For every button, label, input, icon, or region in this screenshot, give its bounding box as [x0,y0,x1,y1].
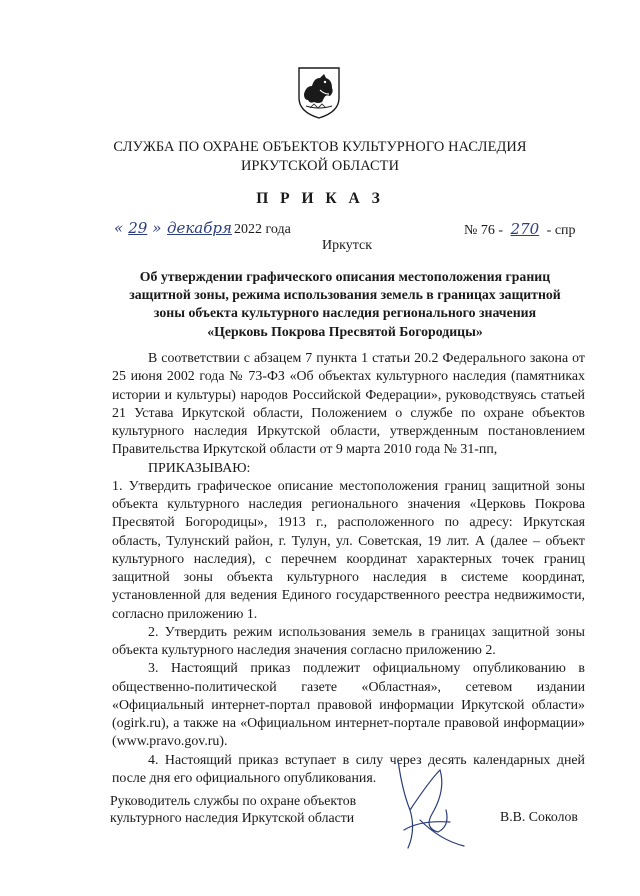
order-word: ПРИКАЗЫВАЮ: [148,460,251,476]
order-date [114,219,291,238]
item-4-paragraph: 4. Настоящий приказ вступает в силу через десять календарных дней после дня его официального опубликования. [112,752,585,786]
signer-position-line1: Руководитель службы по охране объектов [110,793,357,808]
item-2-paragraph: 2. Утвердить режим использования земель в границах защитной зоны объекта культурного наследия значения согласно приложению 2. [112,624,585,658]
number-suffix: - спр [546,223,576,238]
signer-name: В.В. Соколов [500,809,578,824]
title-line-1: Об утверждении графического описания местоположения границ [139,269,551,284]
coat-of-arms-emblem [296,64,342,120]
org-name-line2: ИРКУТСКОЙ ОБЛАСТИ [240,158,400,174]
handwritten-signature [380,750,470,855]
date-close-quote: » [152,219,162,237]
item-3-paragraph: 3. Настоящий приказ подлежит официальному опубликованию в общественно-политической газете «Областная», сетевом издании «Официальный интернет-портал правовой информации Иркутской области» (ogirk.ru), а также на «Официальном интернет-портале правовой информации» (www.pravo.gov.ru). [112,661,585,750]
date-day: 29 [128,219,148,237]
item-1-paragraph: 1. Утвердить графическое описание местоположения границ защитной зоны объекта культурного наследия регионального значения «Церковь Покрова Пресвятой Богородицы», 1913 г., расположенного по адресу: Иркутская область, Тулунский район, г. Тулун, ул. Советская, 19 лит. А (далее – объект культурного наследия), с перечнем координат характерных точек границ защитной зоны объекта культурного наследия в системе координат, установленной для ведения Единого государственного реестра недвижимости, согласно приложению 1. [112,478,585,622]
title-line-3: зоны объекта культурного наследия регионального значения [153,305,537,321]
preamble-paragraph: В соответствии с абзацем 7 пункта 1 статьи 20.2 Федерального закона от 25 июня 2002 года № 73-ФЗ «Об объектах культурного наследия (памятниках истории и культуры) народов Российской Федерации», руководствуясь статьей 21 Устава Иркутской области, Положением о службе по охране объектов культурного наследия Иркутской области, утвержденным постановлением Правительства Иркутской области от 9 марта 2010 года № 31-пп, [112,351,585,458]
order-title [100,268,590,341]
org-name-line1: СЛУЖБА ПО ОХРАНЕ ОБЪЕКТОВ КУЛЬТУРНОГО НАСЛЕДИЯ [113,139,527,155]
order-number [464,220,576,239]
date-year: 2022 года [233,222,291,237]
date-month: декабря [166,219,232,237]
document-type-heading: П Р И К А З [256,190,384,207]
city-name: Иркутск [322,238,373,253]
signer-position-line2: культурного наследия Иркутской области [110,810,355,825]
title-line-2: защитной зоны, режима использования земель в границах защитной [129,287,561,303]
date-open-quote: « [114,219,124,237]
number-value: 270 [510,220,540,238]
order-body [112,350,585,788]
title-line-4: «Церковь Покрова Пресвятой Богородицы» [207,323,483,339]
number-prefix: № 76 - [464,223,504,238]
